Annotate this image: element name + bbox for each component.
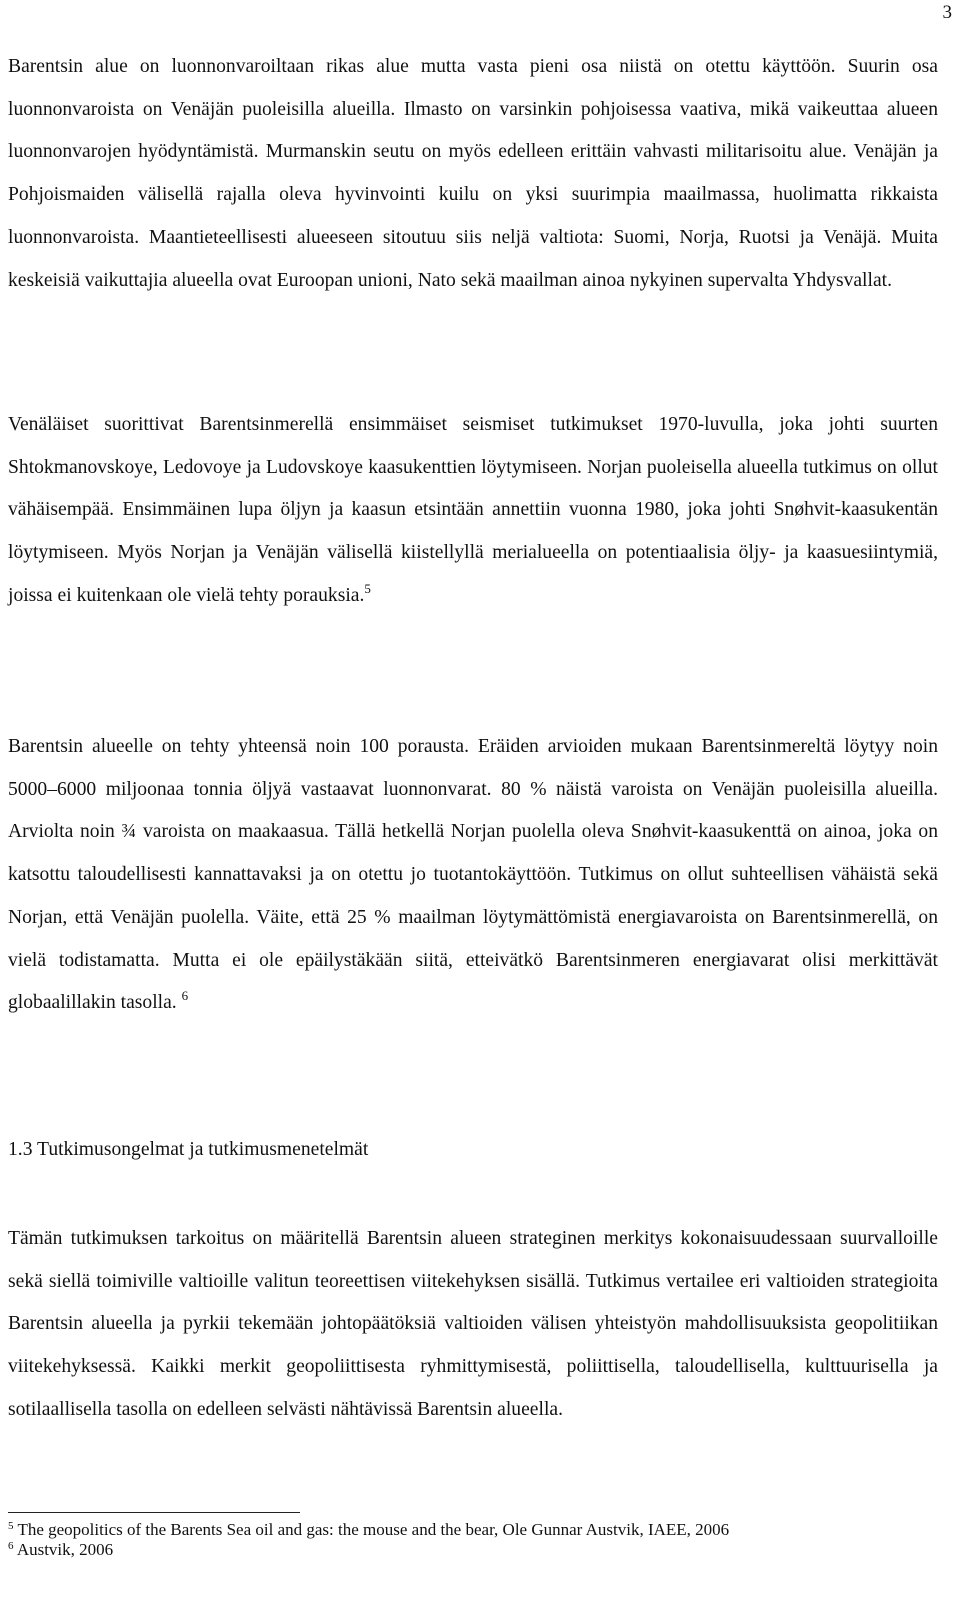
footnote-ref-5: 5 [364,580,371,596]
paragraph-4-text: Tämän tutkimuksen tarkoitus on määritellä Barentsin alueen strateginen merkitys kokonaisuudessaan suurvalloille sekä siellä toimiville valtioille valitun teoreettisen viitekehyksen sisällä. Tutkimus vertailee eri valtioiden strategioita Barentsin alueella ja pyrkii tekemään johtopäätöksiä valtioiden välisen yhteistyön mahdollisuuksista geopolitiikan viitekehyksessä. Kaikki merkit geopoliittisesta ryhmittymisestä, poliittisella, taloudellisella, kulttuurisella ja sotilaallisella tasolla on edelleen selvästi nähtävissä Barentsin alueella. [8,1228,938,1420]
footnote-5-text: The geopolitics of the Barents Sea oil and gas: the mouse and the bear, Ole Gunnar Austvik, IAEE, 2006 [17,1520,730,1539]
paragraph-3-text: Barentsin alueelle on tehty yhteensä noin 100 porausta. Eräiden arvioiden mukaan Barentsinmereltä löytyy noin 5000–6000 miljoonaa tonnia öljyä vastaavat luonnonvarat. 80 % näistä varoista on Venäjän puoleisilla alueilla. Arviolta noin ¾ varoista on maakaasua. Tällä hetkellä Norjan puolella oleva Snøhvit-kaasukenttä on ainoa, joka on katsottu taloudellisesti kannattavaksi ja on otettu jo tuotantokäyttöön. Tutkimus on ollut suhteellisen vähäistä sekä Norjan, että Venäjän puolella. Väite, että 25 % maailman löytymättömistä energiavaroista on Barentsinmerellä, on vielä todistamatta. Mutta ei ole epäilystäkään siitä, etteivätkö Barentsinmeren energiavarat olisi merkittävät globaalillakin tasolla. [8,736,938,1014]
paragraph-2-text: Venäläiset suorittivat Barentsinmerellä ensimmäiset seismiset tutkimukset 1970-luvulla, joka johti suurten Shtokmanovskoye, Ledovoye ja Ludovskoye kaasukenttien löytymiseen. Norjan puoleisella alueella tutkimus on ollut vähäisempää. Ensimmäinen lupa öljyn ja kaasun etsintään annettiin vuonna 1980, joka johti Snøhvit-kaasukentän löytymiseen. Myös Norjan ja Venäjän välisellä kiistellyllä merialueella on potentiaalisia öljy- ja kaasuesiintymiä, joissa ei kuitenkaan ole vielä tehty porauksia. [8,414,938,606]
footnote-5-number: 5 [8,1520,14,1532]
section-heading: 1.3 Tutkimusongelmat ja tutkimusmenetelmät [8,1139,369,1160]
footnote-6-text: Austvik, 2006 [16,1540,114,1559]
footnotes [8,1520,729,1560]
paragraph-1-text: Barentsin alue on luonnonvaroiltaan rikas alue mutta vasta pieni osa niistä on otettu käyttöön. Suurin osa luonnonvaroista on Venäjän puoleisilla alueilla. Ilmasto on varsinkin pohjoisessa vaativa, mikä vaikeuttaa alueen luonnonvarojen hyödyntämistä. Murmanskin seutu on myös edelleen erittäin vahvasti militarisoitu alue. Venäjän ja Pohjoismaiden välisellä rajalla oleva hyvinvointi kuilu on yksi suurimpia maailmassa, huolimatta rikkaista luonnonvaroista. Maantieteellisesti alueeseen sitoutuu siis neljä valtiota: Suomi, Norja, Ruotsi ja Venäjä. Muita keskeisiä vaikuttajia alueella ovat Euroopan unioni, Nato sekä maailman ainoa nykyinen supervalta Yhdysvallat. [8,56,938,291]
footnote-6 [8,1540,729,1560]
footnote-separator [8,1512,300,1513]
paragraph-2 [8,404,938,618]
footnote-6-number: 6 [8,1540,14,1552]
paragraph-3 [8,726,938,1025]
footnote-5 [8,1520,729,1540]
paragraph-4 [8,1218,938,1432]
paragraph-1 [8,46,938,302]
footnote-ref-6: 6 [181,988,189,1004]
page-number: 3 [942,2,952,23]
